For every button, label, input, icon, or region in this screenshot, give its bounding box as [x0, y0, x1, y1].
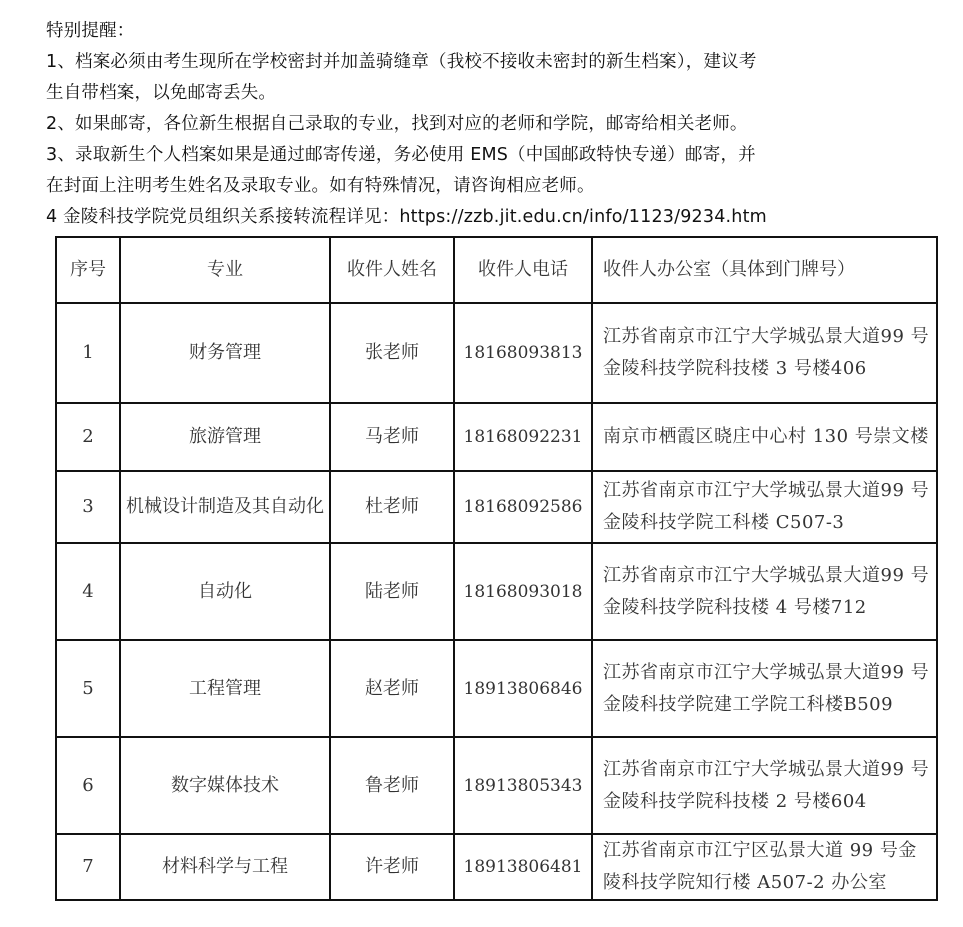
cell-major: 旅游管理: [120, 403, 330, 471]
cell-office: 江苏省南京市江宁大学城弘景大道99 号金陵科技学院科技楼 3 号楼406: [592, 303, 937, 403]
notice-title: 特别提醒：: [46, 21, 135, 41]
cell-office: 江苏省南京市江宁大学城弘景大道99 号金陵科技学院工科楼 C507-3: [592, 471, 937, 543]
cell-no: 5: [56, 640, 120, 737]
cell-name: 陆老师: [330, 543, 454, 640]
table-row: [56, 543, 937, 640]
cell-name: 鲁老师: [330, 737, 454, 834]
cell-office: 江苏省南京市江宁大学城弘景大道99 号金陵科技学院建工学院工科楼B509: [592, 640, 937, 737]
notice-line-1: 1、档案必须由考生现所在学校密封并加盖骑缝章（我校不接收未密封的新生档案），建议考: [46, 52, 757, 72]
table-row: [56, 834, 937, 900]
cell-no: 6: [56, 737, 120, 834]
header-office: 收件人办公室（具体到门牌号）: [592, 237, 937, 303]
cell-no: 3: [56, 471, 120, 543]
cell-phone: 18168092586: [454, 471, 592, 543]
recipient-table: [55, 236, 938, 901]
cell-major: 数字媒体技术: [120, 737, 330, 834]
cell-phone: 18913805343: [454, 737, 592, 834]
notice-line-2: 生自带档案，以免邮寄丢失。: [46, 83, 277, 103]
cell-major: 机械设计制造及其自动化: [120, 471, 330, 543]
header-no: 序号: [56, 237, 120, 303]
table-row: [56, 737, 937, 834]
cell-name: 赵老师: [330, 640, 454, 737]
notice-line-3: 2、如果邮寄，各位新生根据自己录取的专业，找到对应的老师和学院，邮寄给相关老师。: [46, 114, 748, 134]
cell-major: 财务管理: [120, 303, 330, 403]
notice-section: [46, 16, 926, 233]
cell-phone: 18913806481: [454, 834, 592, 900]
cell-phone: 18168092231: [454, 403, 592, 471]
cell-major: 工程管理: [120, 640, 330, 737]
table-header-row: [56, 237, 937, 303]
cell-name: 杜老师: [330, 471, 454, 543]
cell-no: 1: [56, 303, 120, 403]
cell-office: 江苏省南京市江宁大学城弘景大道99 号金陵科技学院科技楼 4 号楼712: [592, 543, 937, 640]
cell-name: 许老师: [330, 834, 454, 900]
table-row: [56, 640, 937, 737]
header-phone: 收件人电话: [454, 237, 592, 303]
notice-line-6: 4 金陵科技学院党员组织关系接转流程详见：https://zzb.jit.edu.cn/info/1123/9234.htm: [46, 207, 767, 227]
cell-phone: 18913806846: [454, 640, 592, 737]
header-major: 专业: [120, 237, 330, 303]
cell-name: 马老师: [330, 403, 454, 471]
cell-office: 南京市栖霞区晓庄中心村 130 号崇文楼: [592, 403, 937, 471]
cell-major: 材料科学与工程: [120, 834, 330, 900]
table-row: [56, 471, 937, 543]
notice-line-4: 3、录取新生个人档案如果是通过邮寄传递，务必使用 EMS（中国邮政特快专递）邮寄，并: [46, 145, 756, 165]
cell-no: 7: [56, 834, 120, 900]
cell-no: 2: [56, 403, 120, 471]
cell-office: 江苏省南京市江宁区弘景大道 99 号金陵科技学院知行楼 A507-2 办公室: [592, 834, 937, 900]
cell-no: 4: [56, 543, 120, 640]
cell-name: 张老师: [330, 303, 454, 403]
cell-office: 江苏省南京市江宁大学城弘景大道99 号金陵科技学院科技楼 2 号楼604: [592, 737, 937, 834]
table-row: [56, 403, 937, 471]
table-row: [56, 303, 937, 403]
header-name: 收件人姓名: [330, 237, 454, 303]
cell-phone: 18168093813: [454, 303, 592, 403]
cell-phone: 18168093018: [454, 543, 592, 640]
cell-major: 自动化: [120, 543, 330, 640]
notice-line-5: 在封面上注明考生姓名及录取专业。如有特殊情况，请咨询相应老师。: [46, 176, 595, 196]
